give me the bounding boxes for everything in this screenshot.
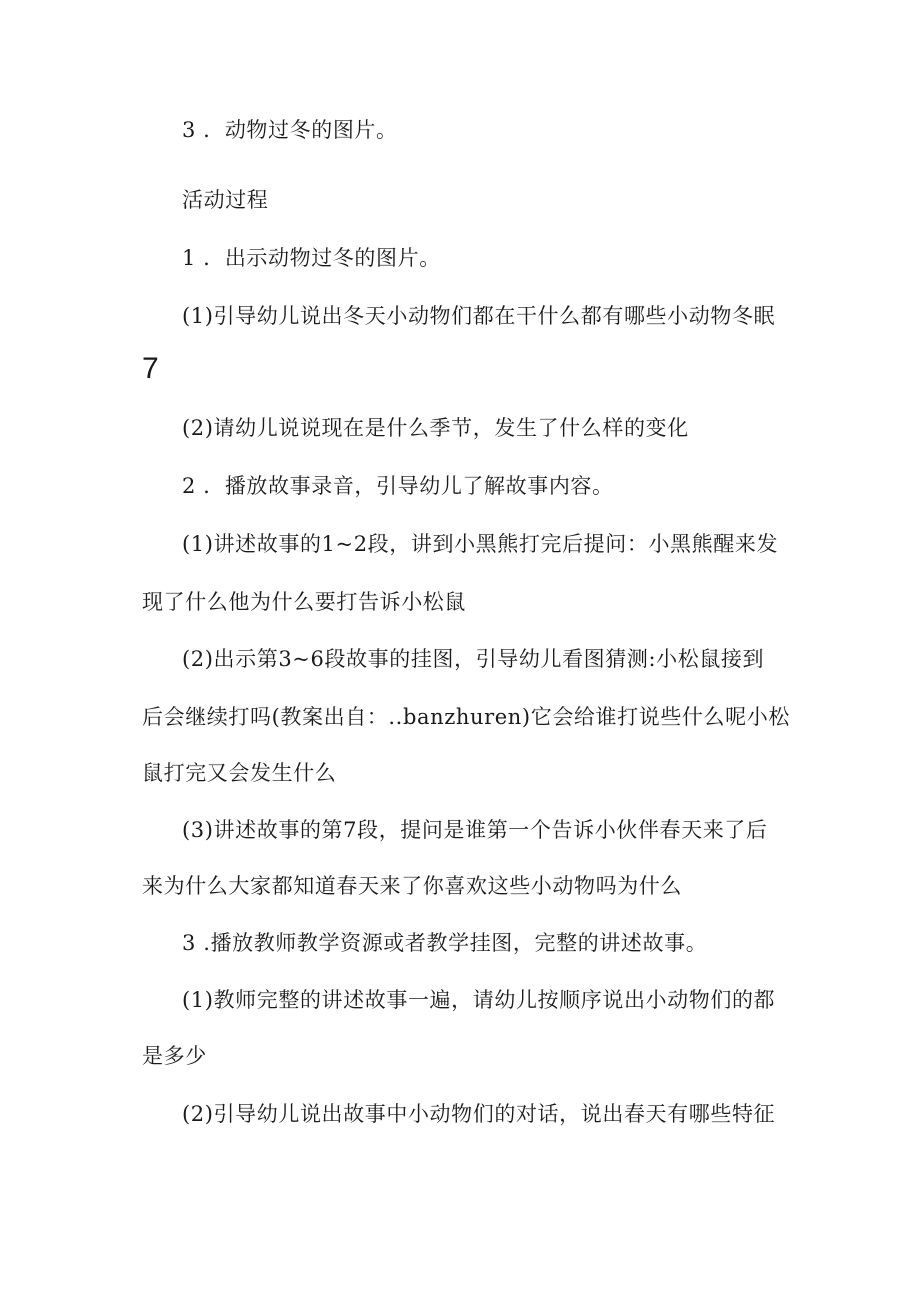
step-3-item-2: (2)引导幼儿说出故事中小动物们的对话，说出春天有哪些特征 <box>182 1102 776 1126</box>
stray-mark-7: 7 <box>142 352 159 385</box>
step-1-heading: 1 ．出示动物过冬的图片。 <box>182 246 441 270</box>
step-2-item-1-line-2: 现了什么他为什么要打告诉小松鼠 <box>142 590 466 614</box>
step-3-item-1-line-1: (1)教师完整的讲述故事一遍，请幼儿按顺序说出小动物们的都 <box>182 988 776 1012</box>
step-2-item-2-line-3: 鼠打完又会发生什么 <box>142 761 337 785</box>
step-1-item-1: (1)引导幼儿说出冬天小动物们都在干什么都有哪些小动物冬眠 <box>182 304 776 328</box>
step-2-item-3-line-2: 来为什么大家都知道春天来了你喜欢这些小动物吗为什么 <box>142 874 682 898</box>
step-3-heading: 3 .播放教师教学资源或者教学挂图，完整的讲述故事。 <box>182 931 708 955</box>
step-2-item-2-line-2: 后会继续打吗(教案出自：..banzhuren)它会给谁打说些什么呢小松 <box>142 705 790 729</box>
step-2-item-3-line-1: (3)讲述故事的第7段，提问是谁第一个告诉小伙伴春天来了后 <box>182 818 768 842</box>
step-3-item-1-line-2: 是多少 <box>142 1044 207 1068</box>
step-2-item-2-line-1: (2)出示第3~6段故事的挂图，引导幼儿看图猜测:小松鼠接到 <box>182 647 765 671</box>
step-1-item-2: (2)请幼儿说说现在是什么季节，发生了什么样的变化 <box>182 416 689 440</box>
step-2-heading: 2 ．播放故事录音，引导幼儿了解故事内容。 <box>182 474 614 498</box>
step-2-item-1-line-1: (1)讲述故事的1~2段，讲到小黑熊打完后提问：小黑熊醒来发 <box>182 532 779 556</box>
materials-item-3: 3 ．动物过冬的图片。 <box>182 118 398 142</box>
section-heading-activity-process: 活动过程 <box>182 188 269 212</box>
